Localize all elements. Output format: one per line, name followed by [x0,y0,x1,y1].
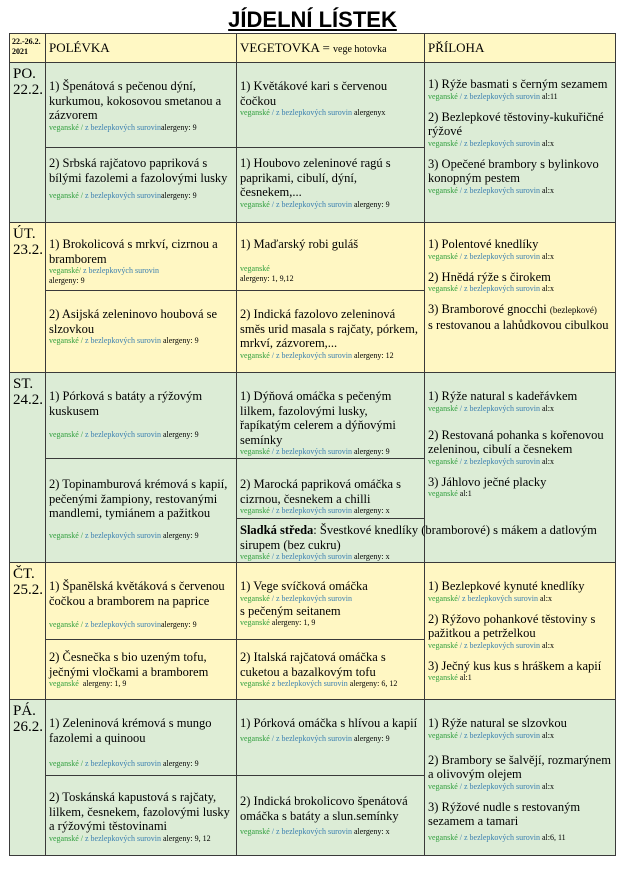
gf-label: / z bezlepkových surovin [271,593,352,603]
sweet-content [240,523,620,562]
day-label: ČT. 25.2. [10,563,46,700]
vegan-label: veganské [428,781,458,791]
side-cell [425,223,616,373]
vegan-label: veganské / [49,191,83,200]
soup-cell [46,640,237,700]
gf-label: z bezlepkových surovin [85,191,161,200]
veg-cell [237,373,425,459]
vegan-label: veganské [428,730,458,740]
vegan-label: veganské / [49,759,83,768]
page-title: JÍDELNÍ LÍSTEK [228,7,397,32]
gf-label: z bezlepkových surovin [85,833,161,843]
allergens: al:x [541,251,554,261]
allergens: al:x [541,456,554,466]
vegan-label: veganské [428,251,458,261]
vegan-label: veganské [428,91,458,101]
allergens: al:1 [459,673,472,682]
dish-text: 2) Marocká papriková omáčka s cizrnou, česnekem a chilli [240,477,402,506]
soup-cell [46,776,237,856]
allergens: alergenyx [353,108,386,117]
dish-text: 2) Topinamburová krémová s kapií, pečenými žampiony, restovanými mandlemi, tymiánem a pažitkou [49,477,228,520]
gf-label: z bezlepkových surovin [85,430,161,439]
day-label: ST. 24.2. [10,373,46,563]
gf-label: z bezlepkových surovin [85,530,161,540]
allergens: alergeny: x [353,827,390,836]
gf-label: / z bezlepkových surovin [459,781,540,791]
vegan-label: veganské / [49,430,83,439]
day-row-wed [10,373,616,459]
dish-text: 1) Rýže natural s kadeřávkem [428,389,578,403]
vegan-label: veganské / [49,336,83,345]
allergens: alergeny: 9, 12 [162,833,211,843]
dish-text-main: 3) Bramborové gnocchi [428,302,547,316]
day-label: PÁ. 26.2. [10,700,46,856]
day-label: ÚT. 23.2. [10,223,46,373]
gf-label: / z bezlepkových surovin [459,284,540,293]
dish-text: 2) Brambory se šalvějí, rozmarýnem a olivovým olejem [428,752,611,781]
gf-label: / z bezlepkových surovin [457,593,538,603]
dish-text: 1) Špenátová s pečenou dýní, kurkumou, kokosovou smetanou a zázvorem [49,79,222,122]
dish-text: 1) Houbovo zeleninové ragú s paprikami, cibulí, dýní, česnekem,... [240,156,391,199]
side-cell [425,700,616,856]
header-veg [237,34,425,63]
side-cell [425,63,616,223]
day-row-tue [10,223,616,291]
soup-cell [46,148,237,223]
vegan-label: veganské [240,733,270,743]
vegan-label: veganské [240,350,270,360]
dish-text-2: s restovanou a lahůdkovou cibulkou [428,317,609,332]
gf-label: / z bezlepkových surovin [459,403,540,413]
allergens: alergeny: 12 [353,350,394,360]
vegan-label: veganské [240,618,270,627]
gf-label: z bezlepkových surovin [85,620,161,629]
dish-text-2: s pečeným seitanem [240,603,341,618]
gf-label: / z bezlepkových surovin [459,730,540,740]
vegan-label: veganské / [49,530,83,540]
vegan-label: veganské [240,108,270,117]
header-row [10,34,616,63]
dish-text: 1) Maďarský robi guláš [240,237,359,251]
vegan-label: veganské / [49,833,83,843]
vegan-label: veganské / [49,122,83,132]
gf-label: z bezlepkových surovin [85,122,161,132]
gf-label: / z bezlepkových surovin [271,827,352,836]
day-label: PO. 22.2. [10,63,46,223]
veg-cell [237,459,425,519]
dish-text-note: (bezlepkové) [549,305,597,315]
allergens: al:6, 11 [541,832,566,842]
dish-text: 1) Rýže basmati s černým sezamem [428,77,608,91]
allergens: alergeny: 9 [162,759,199,768]
allergens: al:x [539,593,552,603]
dish-text: 2) Bezlepkové těstoviny-kukuřičné rýžové [428,109,604,138]
header-dates: 22.-26.2. 2021 [10,34,46,63]
dish-text: 2) Indická brokolicovo špenátová omáčka s batáty a slun.semínky [240,794,408,823]
allergens: al:x [541,640,554,650]
vegan-label: veganské [240,552,270,561]
dish-text: 2) Restovaná pohanka s kořenovou zeleninou, cibulí a česnekem [428,427,604,456]
allergens: al:x [541,138,554,148]
gf-label: / z bezlepkových surovin [459,456,540,466]
allergens: alergeny: 9 [353,733,390,743]
allergens: alergeny: x [353,506,390,515]
dish-text: 2) Toskánská kapustová s rajčaty, lilkem, česnekem, fazolovými lusky a rýžovými těstovinami [49,790,230,833]
dish-text: 1) Vege svíčková omáčka [240,579,368,593]
dish-text: 1) Dýňová omáčka s pečeným lilkem, fazolovými lusky, řapíkatým celerem a dýňovými semínky [240,389,396,447]
vegan-label: veganské [240,679,270,688]
vegan-label: veganské / [49,620,83,629]
vegan-label: veganské [428,593,458,603]
gf-label: z bezlepkových surovin [83,266,159,275]
vegan-label: veganské [49,679,79,688]
allergens: alergeny: 9 [160,620,197,629]
vegan-label: veganské [428,284,458,293]
allergens: alergeny: 9 [162,336,199,345]
header-side: PŘÍLOHA [425,34,616,63]
vegan-label: veganské [428,832,458,842]
gf-label: / z bezlepkových surovin [271,506,352,515]
soup-cell [46,700,237,776]
allergens: alergeny: 9 [353,447,390,456]
dish-text: 2) Indická fazolovo zeleninová směs urid masala s rajčaty, pórkem, mrkví, zázvorem,... [240,307,418,350]
dish-text: 1) Květákové kari s červenou čočkou [240,79,388,108]
gf-label: / z bezlepkových surovin [271,552,352,561]
soup-cell [46,373,237,459]
allergens: alergeny: 6, 12 [349,679,398,688]
vegan-label: veganské [428,489,458,498]
menu-table [9,33,616,856]
allergens: alergeny: 1, 9 [82,679,127,688]
vegan-label: veganské [240,199,270,209]
dish-text: 1) Bezlepkové kynuté knedlíky [428,579,585,593]
sweet-label: Sladká středa [240,523,314,537]
allergens: alergeny: 1, 9,12 [240,273,294,283]
gf-label: / z bezlepkových surovin [271,350,352,360]
allergens: alergeny: 1, 9 [271,618,316,627]
dish-text: 1) Pórková omáčka s hlívou a kapií [240,716,418,730]
header-veg-label: VEGETOVKA = [240,40,330,55]
header-soup: POLÉVKA [46,34,237,63]
dish-text: 1) Zeleninová krémová s mungo fazolemi a quinoou [49,716,212,745]
gf-label: z bezlepkových surovin [85,759,161,768]
dish-text: 2) Italská rajčatová omáčka s cuketou a bazalkovým tofu [240,650,386,679]
vegan-label: veganské [240,827,270,836]
dish-text: 3) Rýžové nudle s restovaným sezamem a tamari [428,799,581,828]
veg-cell [237,776,425,856]
allergens: al:x [541,730,554,740]
vegan-label: veganské/ [49,266,81,275]
allergens: alergeny: 9 [162,430,199,439]
allergens: alergeny: x [353,552,390,561]
dish-text: 2) Hnědá rýže s čirokem [428,269,551,284]
allergens: al:x [541,284,554,293]
allergens: al:x [541,781,554,791]
veg-cell [237,291,425,373]
veg-cell [237,700,425,776]
soup-cell [46,223,237,291]
day-row-fri [10,700,616,776]
vegan-label: veganské [428,138,458,148]
dish-text: 3) Jáhlovo ječné placky [428,474,547,489]
dish-text: 2) Asijská zeleninovo houbová se slzovkou [49,307,218,336]
vegan-label: veganské [428,456,458,466]
dish-text: 2) Srbská rajčatovo papriková s bílými fazolemi a fazolovými lusky [49,156,228,185]
gf-label: z bezlepkových surovin [85,336,161,345]
dish-text: 1) Rýže natural se slzovkou [428,716,567,730]
day-row-mon [10,63,616,148]
allergens: al:11 [541,91,558,101]
dish-text: 1) Brokolicová s mrkví, cizrnou a bramborem [49,237,218,266]
veg-cell [237,223,425,291]
allergens: alergeny: 9 [353,199,390,209]
allergens: al:1 [459,489,472,498]
soup-cell [46,563,237,640]
gf-label: / z bezlepkových surovin [271,447,352,456]
soup-cell [46,291,237,373]
vegan-label: veganské [428,673,458,682]
gf-label: / z bezlepkových surovin [271,108,352,117]
veg-cell [237,640,425,700]
allergens: alergeny: 9 [160,191,197,200]
veg-cell [237,148,425,223]
gf-label: / z bezlepkových surovin [271,199,352,209]
soup-cell [46,63,237,148]
day-row-thu [10,563,616,640]
dish-text: 1) Španělská květáková s červenou čočkou a bramborem na paprice [49,579,225,608]
dish-text: 2) Česnečka s bio uzeným tofu, ječnými vločkami a bramborem [49,650,209,679]
vegan-label: veganské [240,263,270,273]
header-veg-note: vege hotovka [333,44,387,55]
gf-label: / z bezlepkových surovin [459,640,540,650]
gf-label: / z bezlepkových surovin [459,138,540,148]
vegan-label: veganské [428,403,458,413]
vegan-label: veganské [240,593,270,603]
dish-text: 1) Polentové knedlíky [428,237,539,251]
dish-text: : Švestkové knedlíky (bramborové) s mákem a datlovým sirupem (bez cukru) [240,523,597,552]
dish-text: 3) Ječný kus kus s hráškem a kapií [428,658,602,673]
veg-cell [237,63,425,148]
dish-text: 3) Opečené brambory s bylinkovo konopným pestem [428,156,599,185]
gf-label: / z bezlepkových surovin [459,251,540,261]
vegan-label: veganské [240,447,270,456]
dish-text: 1) Pórková s batáty a rýžovým kuskusem [49,389,203,418]
gf-label: / z bezlepkových surovin [271,733,352,743]
gf-label: / z bezlepkových surovin [459,91,540,101]
sweet-cell [237,519,597,563]
allergens: al:x [541,403,554,413]
vegan-label: veganské [428,640,458,650]
dish-text [428,302,612,318]
gf-label: / z bezlepkových surovin [459,832,540,842]
vegan-label: veganské [240,506,270,515]
allergens: alergeny: 9 [49,276,85,285]
allergens: alergeny: 9 [162,530,199,540]
gf-label: z bezlepkových surovin [271,679,348,688]
allergens: alergeny: 9 [160,122,197,132]
vegan-label: veganské [428,185,458,195]
allergens: al:x [541,185,554,195]
veg-cell [237,563,425,640]
gf-label: / z bezlepkových surovin [459,185,540,195]
dish-text: 2) Rýžovo pohankové těstoviny s pažitkou a petrželkou [428,611,596,640]
side-cell [425,563,616,700]
soup-cell [46,459,237,563]
